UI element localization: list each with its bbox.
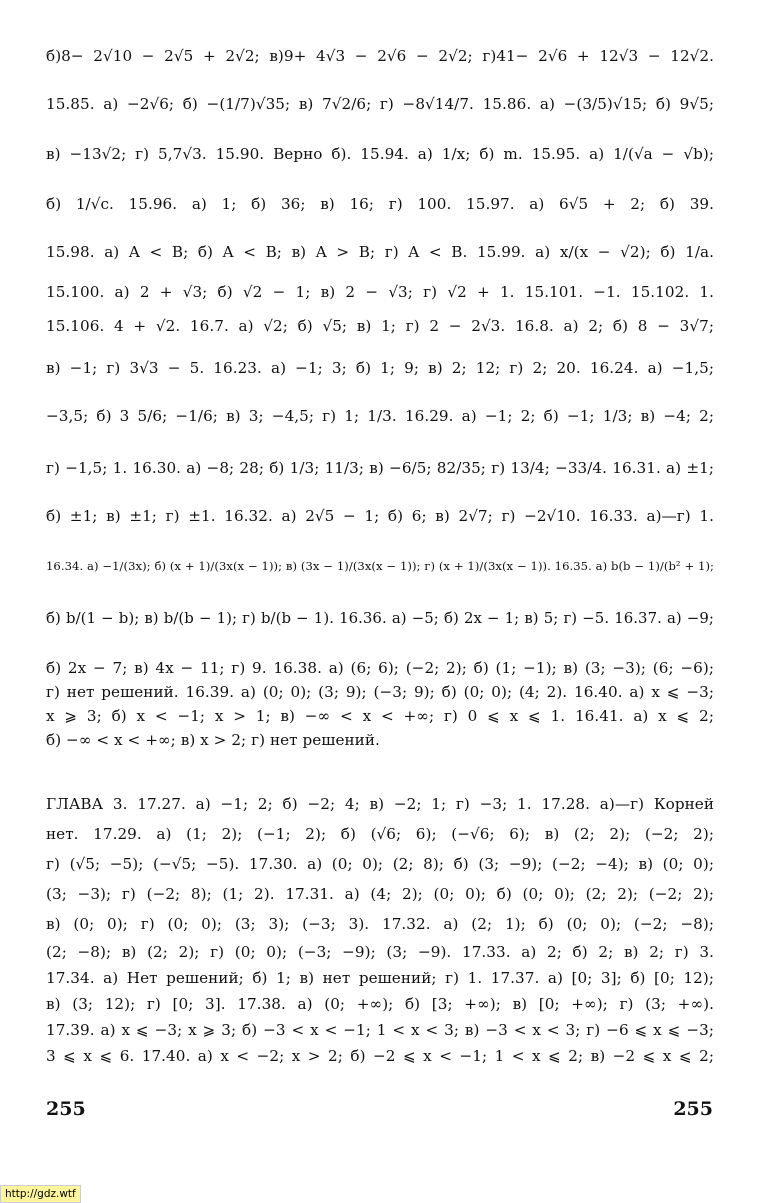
- answer-line-17: б) −∞ < x < +∞; в) x > 2; г) нет решений.: [46, 731, 380, 749]
- answer-line-11: б) ±1; в) ±1; г) ±1. 16.32. а) 2√5 − 1; б) 6; в) 2√7; г) −2√10. 16.33. а)—г) 1.: [46, 507, 714, 525]
- chapter-3-line-2: нет. 17.29. а) (1; 2); (−1; 2); б) (√6; 6); (−√6; 6); в) (2; 2); (−2; 2);: [46, 825, 714, 843]
- page-number-right: 255: [673, 1098, 713, 1120]
- chapter-3-line-7: 17.34. а) Нет решений; б) 1; в) нет решений; г) 1. 17.37. а) [0; 3]; б) [0; 12);: [46, 969, 714, 987]
- answer-line-14: б) 2x − 7; в) 4x − 11; г) 9. 16.38. а) (6; 6); (−2; 2); б) (1; −1); в) (3; −3); (6; −6);: [46, 659, 714, 677]
- chapter-3-line-9: 17.39. а) x ⩽ −3; x ⩾ 3; б) −3 < x < −1; 1 < x < 3; в) −3 < x < 3; г) −6 ⩽ x ⩽ −3;: [46, 1021, 714, 1039]
- answer-line-12: 16.34. а) −1/(3x); б) (x + 1)/(3x(x − 1)); в) (3x − 1)/(3x(x − 1)); г) (x + 1)/(3x(x − 1)). 16.35. а) b(b − 1)/(b² + 1);: [46, 559, 714, 573]
- watermark-link[interactable]: http://gdz.wtf: [0, 1185, 81, 1203]
- answer-line-2: 15.85. а) −2√6; б) −(1/7)√35; в) 7√2/6; г) −8√14/7. 15.86. а) −(3/5)√15; б) 9√5;: [46, 95, 714, 113]
- answer-line-9: −3,5; б) 3 5/6; −1/6; в) 3; −4,5; г) 1; 1/3. 16.29. а) −1; 2; б) −1; 1/3; в) −4; 2;: [46, 407, 714, 425]
- chapter-3-line-8: в) (3; 12); г) [0; 3]. 17.38. а) (0; +∞); б) [3; +∞); в) [0; +∞); г) (3; +∞).: [46, 995, 714, 1013]
- page-number-left: 255: [46, 1098, 86, 1120]
- answer-line-8: в) −1; г) 3√3 − 5. 16.23. а) −1; 3; б) 1; 9; в) 2; 12; г) 2; 20. 16.24. а) −1,5;: [46, 359, 714, 377]
- answer-line-10: г) −1,5; 1. 16.30. а) −8; 28; б) 1/3; 11/3; в) −6/5; 82/35; г) 13/4; −33/4. 16.31. а) ±1;: [46, 459, 714, 477]
- answer-line-6: 15.100. а) 2 + √3; б) √2 − 1; в) 2 − √3; г) √2 + 1. 15.101. −1. 15.102. 1.: [46, 283, 714, 301]
- answer-line-16: x ⩾ 3; б) x < −1; x > 1; в) −∞ < x < +∞; г) 0 ⩽ x ⩽ 1. 16.41. а) x ⩽ 2;: [46, 707, 714, 725]
- chapter-3-line-5: в) (0; 0); г) (0; 0); (3; 3); (−3; 3). 17.32. а) (2; 1); б) (0; 0); (−2; −8);: [46, 915, 714, 933]
- answer-line-4: б) 1/√c. 15.96. а) 1; б) 36; в) 16; г) 100. 15.97. а) 6√5 + 2; б) 39.: [46, 195, 714, 213]
- chapter-3-line-4: (3; −3); г) (−2; 8); (1; 2). 17.31. а) (4; 2); (0; 0); б) (0; 0); (2; 2); (−2; 2);: [46, 885, 714, 903]
- chapter-3-line-6: (2; −8); в) (2; 2); г) (0; 0); (−3; −9); (3; −9). 17.33. а) 2; б) 2; в) 2; г) 3.: [46, 943, 714, 961]
- answer-line-1: б)8− 2√10 − 2√5 + 2√2; в)9+ 4√3 − 2√6 − 2√2; г)41− 2√6 + 12√3 − 12√2.: [46, 47, 714, 65]
- answer-line-7: 15.106. 4 + √2. 16.7. а) √2; б) √5; в) 1; г) 2 − 2√3. 16.8. а) 2; б) 8 − 3√7;: [46, 317, 714, 335]
- chapter-3-line-3: г) (√5; −5); (−√5; −5). 17.30. а) (0; 0); (2; 8); б) (3; −9); (−2; −4); в) (0; 0);: [46, 855, 714, 873]
- chapter-3-line-1: ГЛАВА 3. 17.27. а) −1; 2; б) −2; 4; в) −2; 1; г) −3; 1. 17.28. а)—г) Корней: [46, 795, 714, 813]
- answer-line-3: в) −13√2; г) 5,7√3. 15.90. Верно б). 15.94. а) 1/x; б) m. 15.95. а) 1/(√a − √b);: [46, 145, 714, 163]
- answer-line-13: б) b/(1 − b); в) b/(b − 1); г) b/(b − 1). 16.36. а) −5; б) 2x − 1; в) 5; г) −5. 16.37. а) −9;: [46, 609, 714, 627]
- answer-line-15: г) нет решений. 16.39. а) (0; 0); (3; 9); (−3; 9); б) (0; 0); (4; 2). 16.40. а) x ⩽ −3;: [46, 683, 714, 701]
- answer-line-5: 15.98. а) A < B; б) A < B; в) A > B; г) A < B. 15.99. а) x/(x − √2); б) 1/a.: [46, 243, 714, 261]
- chapter-3-line-10: 3 ⩽ x ⩽ 6. 17.40. а) x < −2; x > 2; б) −2 ⩽ x < −1; 1 < x ⩽ 2; в) −2 ⩽ x ⩽ 2;: [46, 1047, 714, 1065]
